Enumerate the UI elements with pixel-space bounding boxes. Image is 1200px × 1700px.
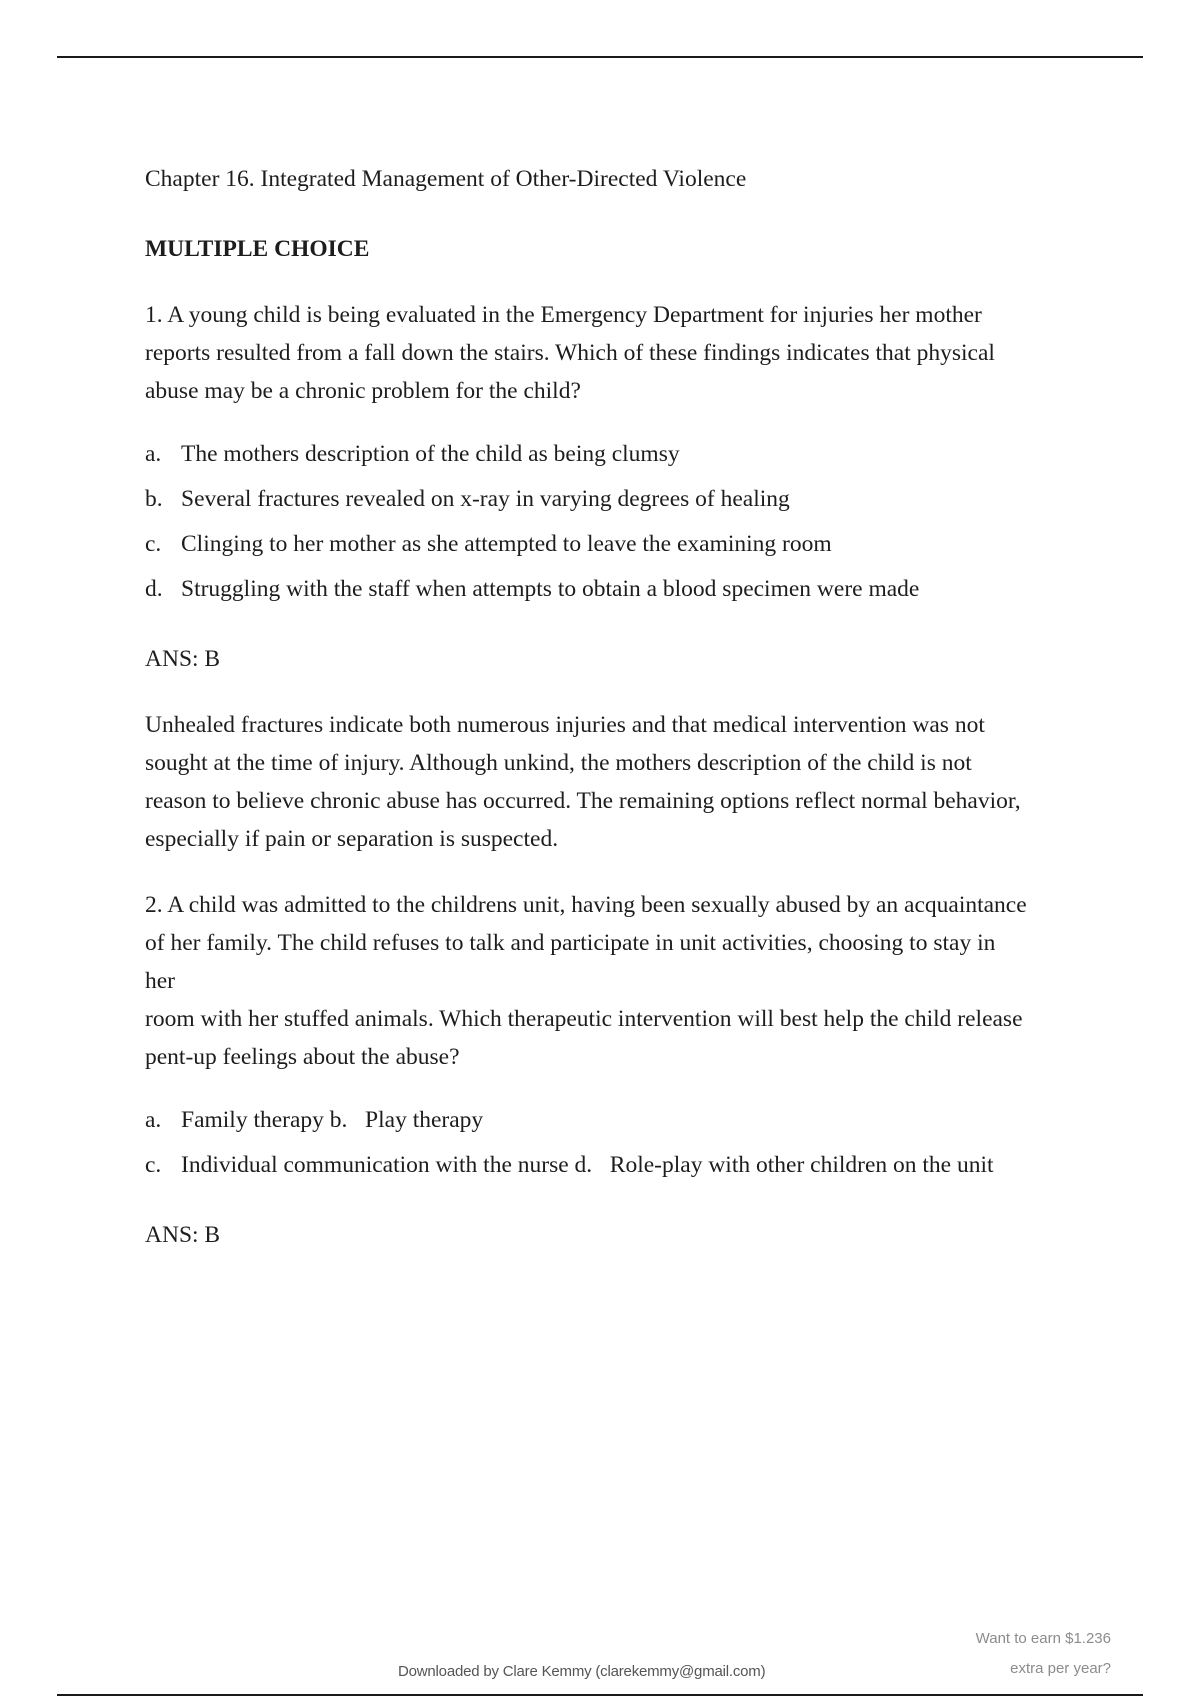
question-1 [145,296,1057,858]
answer-2: ANS: B [145,1222,221,1248]
option-letter: d. [145,576,163,602]
question-stem-line: 2. A child was admitted to the childrens unit, having been sexually abused by an acquaintance [145,892,1027,918]
option-text: The mothers description of the child as being clumsy [181,441,680,467]
question-1-options [145,432,1057,612]
question-stem-line: pent-up feelings about the abuse? [145,1044,460,1070]
promo-line: Want to earn $1.236 [975,1630,1111,1647]
chapter-title: Chapter 16. Integrated Management of Other-Directed Violence [145,166,747,192]
question-2-options [145,1098,1057,1188]
option-text: Family therapy b. Play therapy [181,1107,484,1133]
question-2 [145,886,1057,1254]
option-c [145,522,1057,567]
promo-line: extra per year? [1010,1660,1111,1677]
option-letter: a. [145,441,162,467]
question-stem-line: her [145,968,176,994]
question-stem-line: room with her stuffed animals. Which therapeutic intervention will best help the child release [145,1006,1023,1032]
section-heading: MULTIPLE CHOICE [145,236,370,262]
answer-1: ANS: B [145,646,221,672]
top-rule [57,56,1143,58]
option-text: Struggling with the staff when attempts to obtain a blood specimen were made [181,576,920,602]
option-c-d [145,1143,1057,1188]
question-stem-line: reports resulted from a fall down the stairs. Which of these findings indicates that physical [145,340,995,366]
option-text: Several fractures revealed on x-ray in varying degrees of healing [181,486,790,512]
question-stem-line: 1. A young child is being evaluated in the Emergency Department for injuries her mother [145,302,982,328]
option-a [145,432,1057,477]
promo-link[interactable] [976,1624,1111,1684]
rationale-line: reason to believe chronic abuse has occurred. The remaining options reflect normal behavior, [145,788,1021,814]
option-d [145,567,1057,612]
option-text: Individual communication with the nurse d. Role-play with other children on the unit [181,1152,994,1178]
option-letter: c. [145,531,162,557]
document-body [145,160,1057,1254]
rationale-line: Unhealed fractures indicate both numerous injuries and that medical intervention was not [145,712,985,738]
rationale-1 [145,706,1057,858]
option-a-b [145,1098,1057,1143]
download-watermark: Downloaded by Clare Kemmy (clarekemmy@gmail.com) [398,1663,766,1680]
option-letter: c. [145,1152,162,1178]
question-stem-line: of her family. The child refuses to talk and participate in unit activities, choosing to stay in [145,930,996,956]
question-1-stem [145,296,1057,410]
question-stem-line: abuse may be a chronic problem for the child? [145,378,581,404]
option-b [145,477,1057,522]
option-text: Clinging to her mother as she attempted to leave the examining room [181,531,832,557]
option-letter: a. [145,1107,162,1133]
rationale-line: sought at the time of injury. Although unkind, the mothers description of the child is not [145,750,972,776]
rationale-line: especially if pain or separation is suspected. [145,826,559,852]
option-letter: b. [145,486,163,512]
question-2-stem [145,886,1057,1076]
bottom-rule [57,1694,1143,1696]
